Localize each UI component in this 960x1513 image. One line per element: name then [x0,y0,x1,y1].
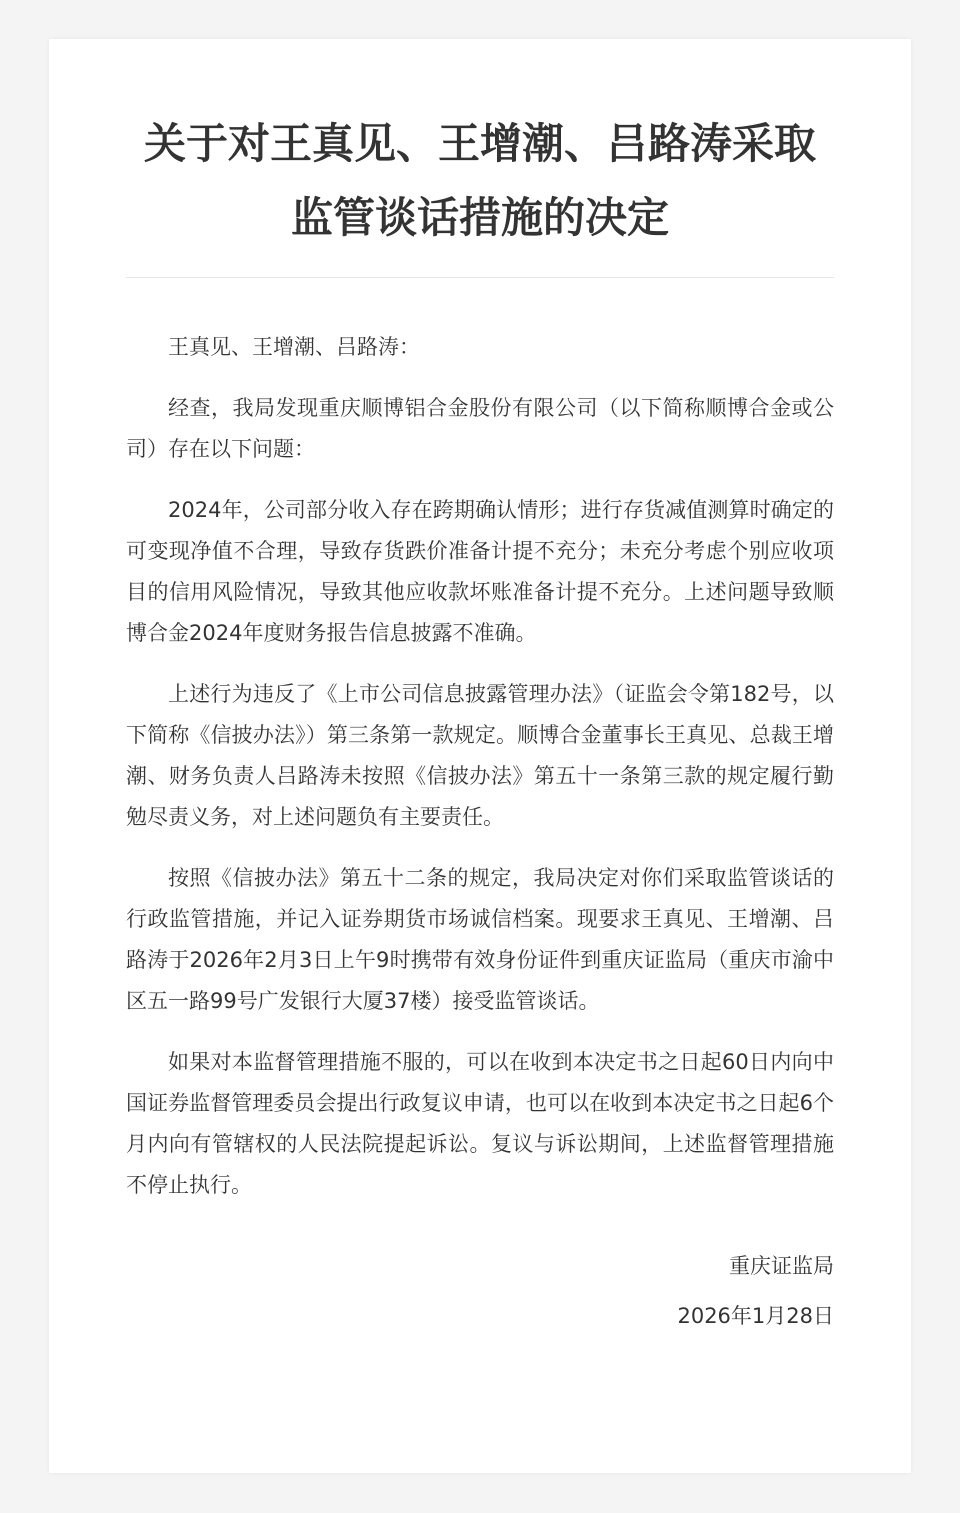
paragraph-violation: 上述行为违反了《上市公司信息披露管理办法》（证监会令第182号，以下简称《信披办法》）第三条第一款规定。顺博合金董事长王真见、总裁王增潮、财务负责人吕路涛未按照《信披办法》第五十一条第三款的规定履行勤勉尽责义务，对上述问题负有主要责任。 [126,682,834,829]
issuing-organization: 重庆证监局 [729,1254,834,1278]
paragraph-appeal-rights: 如果对本监督管理措施不服的，可以在收到本决定书之日起60日内向中国证券监督管理委员会提出行政复议申请，也可以在收到本决定书之日起6个月内向有管辖权的人民法院提起诉讼。复议与诉讼期间，上述监督管理措施不停止执行。 [126,1050,834,1197]
title-line-1: 关于对王真见、王增潮、吕路涛采取 [143,119,816,168]
document-title [126,107,834,255]
title-line-2: 监管谈话措施的决定 [290,193,669,242]
paragraph-decision: 按照《信披办法》第五十二条的规定，我局决定对你们采取监管谈话的行政监管措施，并记入证券期货市场诚信档案。现要求王真见、王增潮、吕路涛于2026年2月3日上午9时携带有效身份证件到重庆证监局（重庆市渝中区五一路99号广发银行大厦37楼）接受监管谈话。 [126,866,834,1013]
issue-date: 2026年1月28日 [677,1304,834,1328]
document-card [49,39,911,1473]
document-body [126,327,834,1206]
signature-block [126,1246,834,1337]
paragraph-findings-intro: 经查，我局发现重庆顺博铝合金股份有限公司（以下简称顺博合金或公司）存在以下问题： [126,396,834,461]
title-divider [126,277,834,278]
salutation: 王真见、王增潮、吕路涛： [168,335,420,359]
paragraph-issues: 2024年，公司部分收入存在跨期确认情形；进行存货减值测算时确定的可变现净值不合理，导致存货跌价准备计提不充分；未充分考虑个别应收项目的信用风险情况，导致其他应收款坏账准备计提不充分。上述问题导致顺博合金2024年度财务报告信息披露不准确。 [126,498,834,645]
